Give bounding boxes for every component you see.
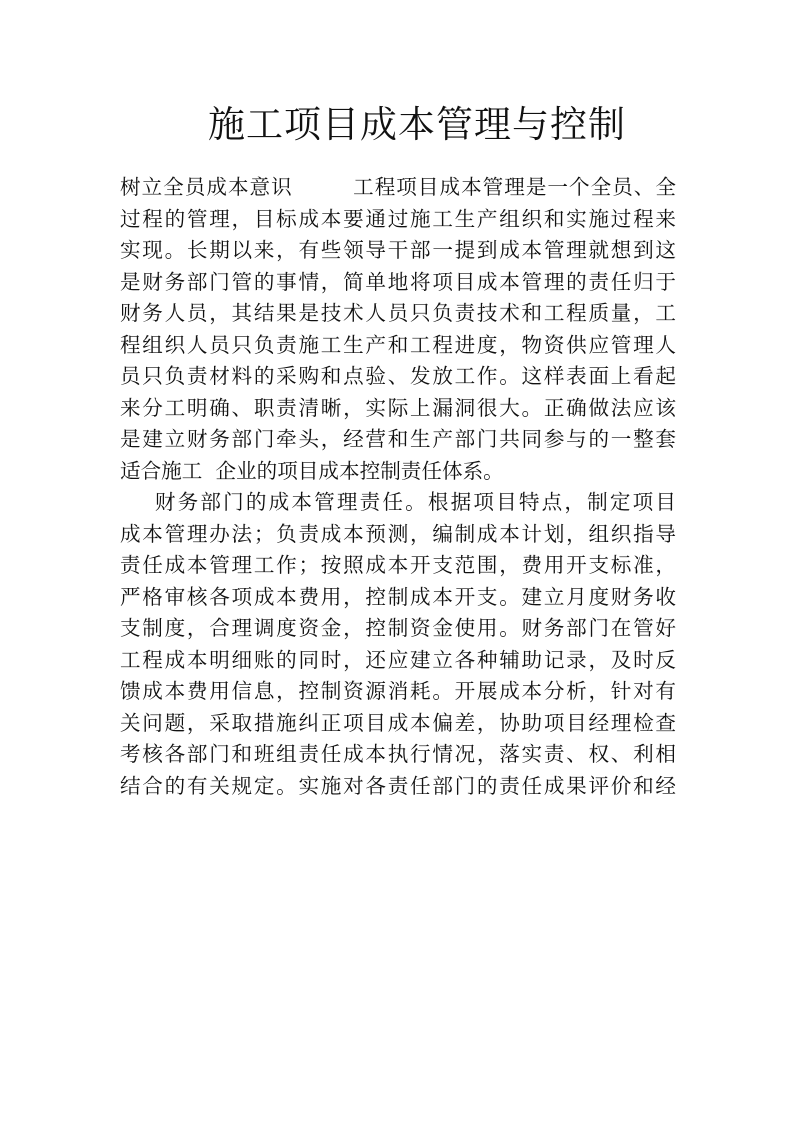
text-line: 是建立财务部门牵头，经营和生产部门共同参与的一整套 (120, 427, 676, 451)
text-line: 员只负责材料的采购和点验、发放工作。这样表面上看起 (120, 364, 676, 388)
text-line: 财务部门的成本管理责任。根据项目特点，制定项目 (120, 490, 676, 514)
text-line: 是财务部门管的事情，简单地将项目成本管理的责任归于 (120, 269, 676, 294)
text-line: 支制度，合理调度资金，控制资金使用。财务部门在管好 (120, 616, 676, 640)
paragraph-1 (120, 172, 676, 487)
text-line: 树立全员成本意识 工程项目成本管理是一个全员、全 (120, 175, 676, 199)
text-line: 适合施工 企业的项目成本控制责任体系。 (120, 458, 504, 483)
document-body (120, 172, 676, 802)
text-line: 严格审核各项成本费用，控制成本开支。建立月度财务收 (120, 584, 676, 609)
text-line: 实现。长期以来，有些领导干部一提到成本管理就想到这 (120, 238, 676, 262)
text-line: 程组织人员只负责施工生产和工程进度，物资供应管理人 (120, 332, 676, 357)
text-line: 关问题，采取措施纠正项目成本偏差，协助项目经理检查 (120, 710, 676, 735)
text-line: 成本管理办法；负责成本预测，编制成本计划，组织指导 (120, 521, 676, 546)
text-line: 责任成本管理工作；按照成本开支范围，费用开支标准， (120, 553, 676, 577)
text-line: 来分工明确、职责清晰，实际上漏洞很大。正确做法应该 (120, 395, 676, 420)
text-line: 馈成本费用信息，控制资源消耗。开展成本分析，针对有 (120, 679, 676, 703)
text-line: 结合的有关规定。实施对各责任部门的责任成果评价和经 (120, 773, 676, 798)
text-line: 工程成本明细账的同时，还应建立各种辅助记录，及时反 (120, 647, 676, 672)
page-title: 施工项目成本管理与控制 (208, 103, 626, 146)
text-line: 考核各部门和班组责任成本执行情况，落实责、权、利相 (120, 742, 676, 766)
paragraph-2 (120, 487, 676, 802)
text-line: 过程的管理，目标成本要通过施工生产组织和实施过程来 (120, 206, 676, 231)
text-line: 财务人员，其结果是技术人员只负责技术和工程质量，工 (120, 301, 676, 325)
